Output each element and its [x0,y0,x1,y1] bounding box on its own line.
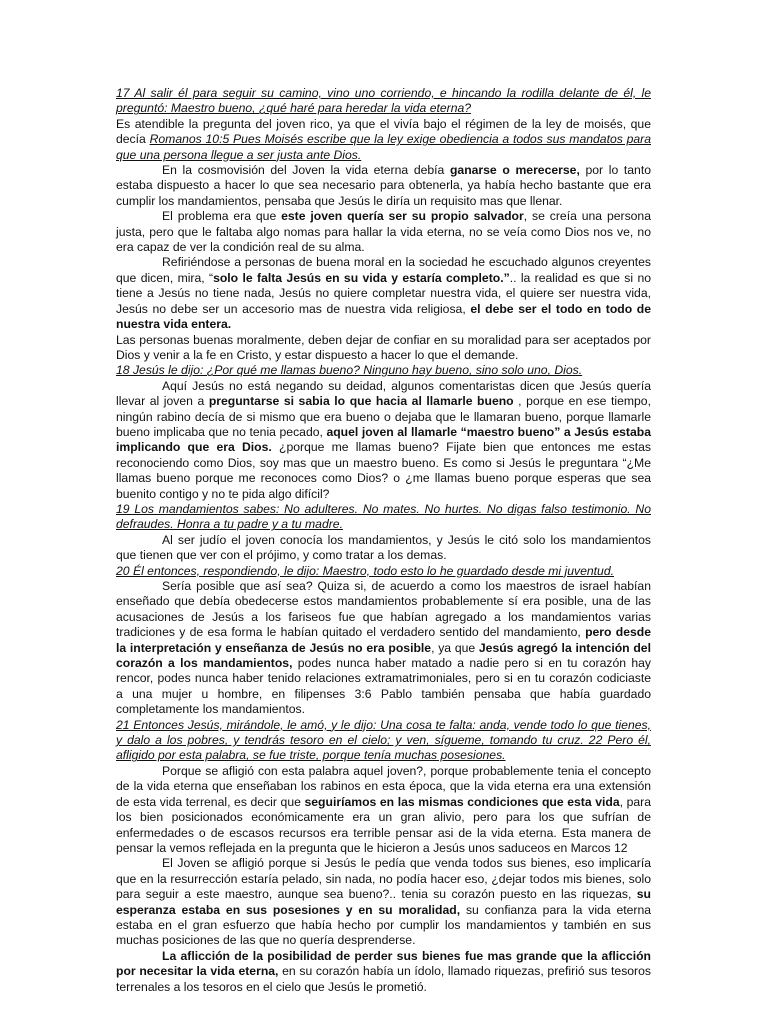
body-text: en su corazón había un ídolo, llamado riquezas, prefirió sus tesoros terrenales a los tesoros en el cielo que Jesús le prometió. [116,964,651,994]
paragraph [116,163,651,209]
paragraph [116,209,651,255]
body-text: Aquí Jesús no está negando su deidad, algunos comentaristas dicen que Jesús quería llevar al joven a [116,378,651,409]
emphasis-text: este joven quería ser su propio salvador [281,209,524,224]
verse-paragraph [116,363,651,378]
paragraph [116,856,651,948]
paragraph [116,533,651,564]
verse-quote: 20 Él entonces, respondiendo, le dijo: Maestro, todo esto lo he guardado desde mi juventud. [116,563,614,578]
verse-paragraph [116,86,651,117]
body-text: podes nunca haber matado a nadie pero si en tu corazón hay rencor, podes nunca haber tenido relaciones extramatrimoniales, pero si en tu corazón codiciaste a una mujer u hombre, en filipenses 3:6 Pablo también pensaba que había guardado completamente los mandamientos. [116,656,652,717]
emphasis-text: pero desde la interpretación y enseñanza de Jesús no era posible [116,625,651,655]
body-text: Las personas buenas moralmente, deben dejar de confiar en su moralidad para ser aceptados por Dios y venir a la fe en Cristo, y estar dispuesto a hacer lo que el demande. [116,332,651,362]
paragraph [116,333,651,364]
paragraph [116,579,651,718]
emphasis-text: preguntarse si sabia lo que hacia al llamarle bueno [208,394,514,409]
body-text: , se creía una persona justa, pero que le faltaba algo nomas para hallar la vida eterna, no se veía como Dios nos ve, no era capaz de ver la condición real de su alma. [116,209,651,255]
emphasis-text: La aflicción de la posibilidad de perder sus bienes fue mas grande que la aflicción por necesitar la vida eterna, [116,948,651,979]
body-text: Refiriéndose a personas de buena moral en la sociedad he escuchado algunos creyentes que dicen, mira, “ [116,255,651,285]
emphasis-text: su esperanza estaba en sus posesiones y en su moralidad, [116,887,651,917]
emphasis-text: aquel joven al llamarle “maestro bueno” a Jesús estaba implicando que era Dios. [116,424,651,455]
body-text: , porque en ese tiempo, ningún rabino decía de si mismo que era bueno o dejaba que le llamaran bueno, porque llamarle bueno implicaba que no tenia pecado, [116,394,651,439]
body-text: Sería posible que así sea? Quiza si, de acuerdo a como los maestros de israel habían enseñado que debía obedecerse estos mandamientos probablemente sí era posible, una de las acusaciones de Jesús a los fariseos fue que habían agregado a los mandamientos varias tradiciones y de esa forma le habían quitado el verdadero sentido del mandamiento, [116,579,651,640]
paragraph [116,255,651,332]
paragraph [116,764,651,856]
body-text: , ya que [431,640,479,655]
verse-quote: 17 Al salir él para seguir su camino, vino uno corriendo, e hincando la rodilla delante de él, le preguntó: Maestro bueno, ¿qué haré para heredar la vida eterna? [116,86,651,116]
emphasis-text: ganarse o merecerse, [449,163,580,178]
body-text: El Joven se afligió porque si Jesús le pedía que venda todos sus bienes, eso implicaría que en la resurrección estaría pelado, sin nada, no podía hacer eso, ¿dejar todos mis bienes, solo para seguir a este maestro, aunque sea bueno?.. tenia su corazón puesto en las riquezas, [116,856,651,902]
body-text: Es atendible la pregunta del joven rico, ya que el vivía bajo el régimen de la ley de moisés, que decía [116,116,651,147]
paragraph [116,379,651,502]
emphasis-text: Jesús agregó la intención del corazón a los mandamientos, [116,640,651,671]
body-text: Porque se afligió con esta palabra aquel joven?, porque probablemente tenia el concepto de la vida eterna que enseñaban los rabinos en esta época, que la vida eterna era una extensión de esta vida terrenal, es decir que [116,763,651,809]
body-text: su confianza para la vida eterna estaba en el gran esfuerzo que había hecho por cumplir los mandamientos y también en sus muchas posiciones de las que no quería desprenderse. [116,902,652,948]
emphasis-text: seguiríamos en las mismas condiciones que esta vida [304,794,620,809]
document-body [116,86,651,995]
body-text: ¿porque me llamas bueno? Fijate bien que entonces me estas reconociendo como Dios, soy mas que un maestro bueno. Es como si Jesús le preguntara “¿Me llamas bueno porque me reconoces como Dios? o ¿me llamas bueno porque esperas que sea buenito contigo y no te pida algo difícil? [116,440,651,501]
body-text: El problema era que [162,209,282,224]
verse-paragraph [116,502,651,533]
verse-quote: Romanos 10:5 Pues Moisés escribe que la ley exige obediencia a todos sus mandatos para que una persona llegue a ser justa ante Dios. [116,132,651,162]
body-text: , para los bien posicionados económicamente era un gran alivio, pero para los que sufrían de enfermedades o de escasos recursos era terrible pensar asi de la vida eterna. Esta manera de pensar la vemos reflejada en la pregunta que le hicieron a Jesús unos saduceos en Marcos 12 [116,794,652,855]
verse-quote: 18 Jesús le dijo: ¿Por qué me llamas bueno? Ninguno hay bueno, sino solo uno, Dios. [116,363,583,378]
body-text: por lo tanto estaba dispuesto a hacer lo que sea necesario para obtenerla, ya había hecho bastante que era cumplir los mandamientos, pensaba que Jesús le diría un requisito mas que llenar. [116,163,651,208]
body-text: .. la realidad es que si no tiene a Jesús no tiene nada, Jesús no quiere completar nuestra vida, el quiere ser nuestra vida, Jesús no debe ser un accesorio mas de nuestra vida religiosa, [116,270,652,316]
emphasis-text: solo le falta Jesús en su vida y estaría completo.” [213,270,510,285]
body-text: En la cosmovisión del Joven la vida eterna debía [162,163,450,178]
verse-quote: 19 Los mandamientos sabes: No adulteres. No mates. No hurtes. No digas falso testimonio. No defraudes. Honra a tu padre y a tu madre. [116,501,651,532]
body-text: Al ser judío el joven conocía los mandamientos, y Jesús le citó solo los mandamientos que tienen que ver con el prójimo, y como tratar a los demas. [116,532,651,563]
emphasis-text: el debe ser el todo en todo de nuestra vida entera. [116,301,651,332]
verse-quote: 21 Entonces Jesús, mirándole, le amó, y le dijo: Una cosa te falta: anda, vende todo lo que tienes, y dalo a los pobres, y tendrás tesoro en el cielo; y ven, sígueme, tomando tu cruz. 22 Pero él, afligido por esta palabra, se fue triste, porque tenía muchas posesiones. [116,717,651,763]
paragraph [116,117,651,163]
verse-paragraph [116,718,651,764]
paragraph [116,949,651,995]
verse-paragraph [116,564,651,579]
